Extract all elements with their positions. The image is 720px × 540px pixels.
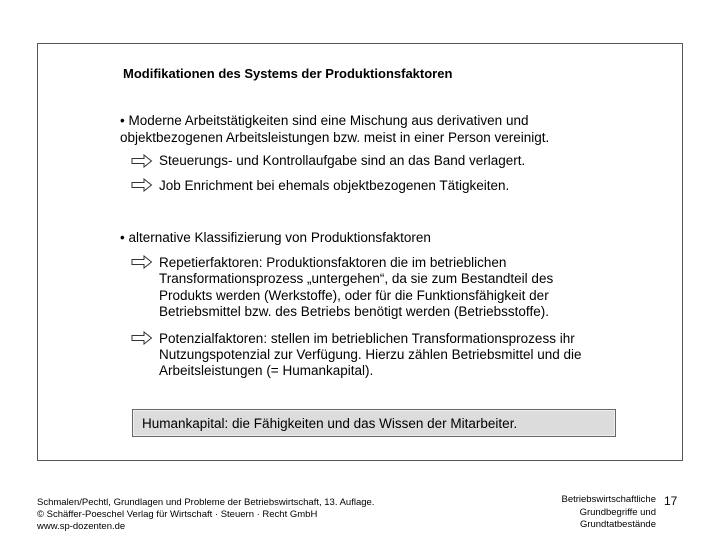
footer-citation-line-1: Schmalen/Pechtl, Grundlagen und Probleme der Betriebswirtschaft, 13. Auflage.	[37, 497, 375, 508]
humankapital-highlight-box	[132, 409, 616, 437]
footer-chapter	[546, 494, 656, 532]
footer-citation	[37, 497, 374, 533]
bullet-1-line-1: • Moderne Arbeitstätigkeiten sind eine Mischung aus derivativen und	[120, 113, 529, 128]
repetierfaktoren-line-1: Repetierfaktoren: Produktionsfaktoren die im betrieblichen	[159, 255, 507, 270]
footer-chapter-line-3: Grundtatbestände	[579, 519, 656, 530]
bullet-1-subitem-1: Steuerungs- und Kontrollaufgabe sind an das Band verlagert.	[159, 153, 526, 168]
arrow-right-icon	[131, 331, 153, 345]
repetierfaktoren-line-3: Produkts werden (Werkstoffe), oder für die Funktionsfähigkeit der	[159, 288, 549, 303]
bullet-1-subitem-2: Job Enrichment bei ehemals objektbezogenen Tätigkeiten.	[159, 178, 510, 193]
arrow-right-icon	[131, 255, 153, 269]
arrow-right-icon	[131, 154, 153, 168]
footer-citation-line-3: www.sp-dozenten.de	[37, 521, 126, 532]
humankapital-highlight-text: Humankapital: die Fähigkeiten und das Wissen der Mitarbeiter.	[142, 416, 518, 431]
potenzialfaktoren-line-3: Arbeitsleistungen (= Humankapital).	[159, 363, 374, 378]
potenzialfaktoren-line-2: Nutzungspotenzial zur Verfügung. Hierzu zählen Betriebsmittel und die	[159, 347, 582, 362]
footer-citation-line-2: © Schäffer-Poeschel Verlag für Wirtschaft · Steuern · Recht GmbH	[37, 509, 318, 520]
page-number: 17	[664, 494, 678, 508]
repetierfaktoren-line-2: Transformationsprozess „untergehen“, da sie zum Bestandteil des	[159, 271, 554, 286]
slide-frame	[37, 43, 683, 461]
arrow-right-icon	[131, 178, 153, 192]
footer-chapter-line-2: Grundbegriffe und	[579, 506, 656, 518]
bullet-2-line: • alternative Klassifizierung von Produktionsfaktoren	[120, 230, 431, 245]
bullet-1-line-2: objektbezogenen Arbeitsleistungen bzw. meist in einer Person vereinigt.	[120, 130, 550, 145]
footer-chapter-line-1: Betriebswirtschaftliche	[561, 494, 656, 505]
repetierfaktoren-line-4: Betriebsmittel bzw. des Betriebs benötigt werden (Betriebsstoffe).	[159, 304, 549, 319]
potenzialfaktoren-line-1: Potenzialfaktoren: stellen im betrieblichen Transformationsprozess ihr	[159, 331, 575, 346]
slide-title: Modifikationen des Systems der Produktionsfaktoren	[123, 66, 453, 81]
